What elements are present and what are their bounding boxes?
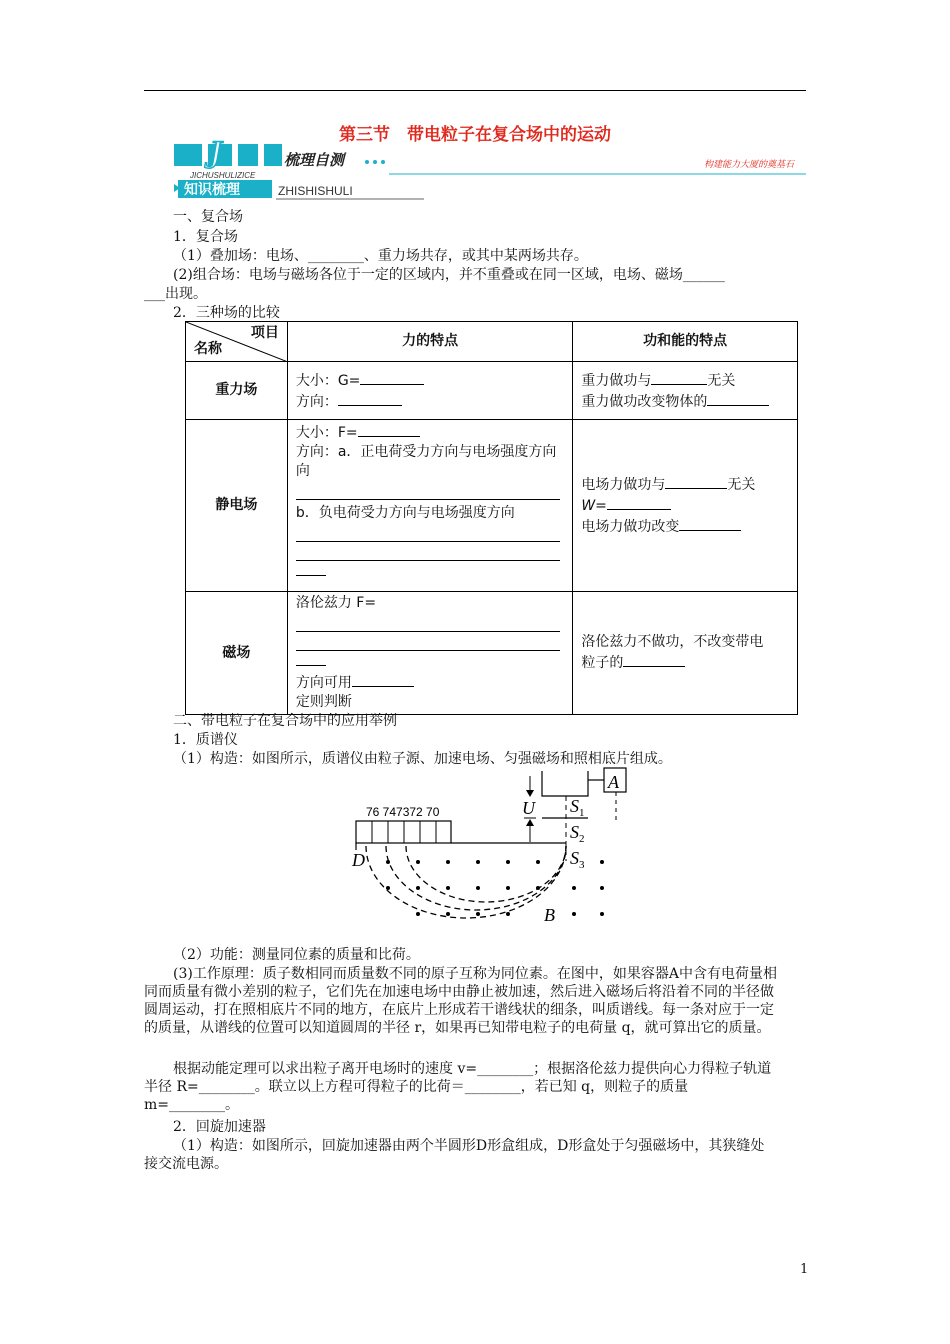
gravity-work-cell	[573, 362, 798, 420]
text-superposed-field: （1）叠加场：电场、________、重力场共存，或其中某两场共存。	[173, 248, 588, 264]
page-title: 第三节 带电粒子在复合场中的运动	[339, 125, 611, 145]
label-D: D	[352, 850, 365, 870]
header-rule	[144, 90, 806, 91]
magnetic-work-cell	[573, 592, 798, 715]
subsection-label: 知识梳理	[184, 182, 240, 198]
row-name-magnetic: 磁场	[186, 592, 288, 715]
gravity-work-label: 重力做功与	[581, 372, 652, 389]
banner-pinyin: JICHUSHULIZICE	[190, 171, 256, 180]
electric-work-formula: W=	[581, 498, 607, 514]
blank	[360, 370, 424, 385]
heading-compound-field: 一、复合场	[173, 209, 243, 225]
label-S1: $S_1$	[570, 796, 585, 819]
blank	[679, 516, 741, 531]
field-comparison-table	[185, 321, 798, 715]
table-row	[186, 420, 798, 592]
blank	[623, 652, 685, 667]
electric-work-unrelated: 无关	[727, 477, 756, 493]
magnetic-field-dots	[386, 860, 604, 916]
text-combined-field-cont: ___出现。	[144, 286, 207, 302]
blank	[352, 672, 414, 687]
header-force: 力的特点	[287, 322, 573, 362]
electric-work-cell	[573, 420, 798, 592]
electric-size-label: 大小：F=	[295, 425, 358, 441]
lorentz-dir-label: 方向可用	[295, 675, 352, 691]
label-U: U	[522, 798, 535, 818]
electric-dir-positive: 方向：a．正电荷受力方向与电场强度方向	[295, 444, 557, 460]
header-name: 名称	[194, 341, 222, 357]
subsection-pinyin: ZHISHISHULI	[278, 184, 353, 198]
table-header-diagonal	[186, 322, 288, 362]
table-row	[186, 592, 798, 715]
blank-line	[296, 481, 561, 500]
gravity-work-change: 重力做功改变物体的	[581, 393, 708, 410]
gravity-size-label: 大小：G=	[295, 372, 361, 389]
blank	[651, 370, 707, 385]
blank-line	[296, 523, 561, 542]
row-name-electric: 静电场	[186, 420, 288, 592]
gravity-work-unrelated: 无关	[707, 372, 736, 389]
banner-big-letter: J	[204, 140, 222, 177]
blank-line	[296, 632, 561, 651]
banner-section: 梳理自测	[284, 151, 345, 169]
magnetic-force-cell	[287, 592, 573, 715]
blank	[665, 474, 727, 489]
text-construction: （1）构造：如图所示，质谱仪由粒子源、加速电场、匀强磁场和照相底片组成。	[173, 751, 672, 767]
blank-line	[296, 542, 561, 561]
figure-scale-labels: 76 747372 70	[366, 805, 440, 819]
text-function: （2）功能：测量同位素的质量和比荷。	[173, 947, 420, 963]
text-working-principle: (3)工作原理：质子数相同而质量数不同的原子互称为同位素。在图中，如果容器A中含有电荷量相同而质量有微小差别的粒子，它们先在加速电场中由静止被加速，然后进入磁场后将沿着不同的半径做圆周运动，打在照相底片不同的地方，在底片上形成若干谱线状的细条，叫质谱线。每一条对应于一定的质量，从谱线的位置可以知道圆周的半径 r，如果再已知带电粒子的电荷量 q，就可算出它的质量。	[144, 966, 777, 1036]
upper-plate	[542, 771, 588, 796]
lorentz-no-work-cont: 粒子的	[581, 655, 624, 671]
table-row	[186, 362, 798, 420]
text-derivation: 根据动能定理可以求出粒子离开电场时的速度 v=________；根据洛伦兹力提供向心力得粒子轨道半径 R=________。联立以上方程可得粒子的比荷＝________，若已知 q，则粒子的质量 m=________。	[144, 1061, 772, 1113]
blank	[296, 561, 326, 576]
gravity-force-cell	[287, 362, 573, 420]
label-S2: $S_2$	[570, 822, 585, 845]
item-three-fields: 2．三种场的比较	[173, 305, 280, 321]
banner-slogan: 构建能力大厦的奠基石	[704, 160, 795, 170]
blank	[296, 651, 326, 666]
item-compound-field: 1．复合场	[173, 229, 238, 245]
blank	[707, 391, 769, 406]
item-mass-spectrometer: 1．质谱仪	[173, 732, 238, 748]
text-cyclotron-construction: （1）构造：如图所示，回旋加速器由两个半圆形D形盒组成，D形盒处于匀强磁场中，其狭缝处接交流电源。	[144, 1138, 765, 1172]
lorentz-force-label: 洛伦兹力 F=	[295, 595, 377, 611]
label-A: A	[608, 772, 619, 792]
page-number: 1	[800, 1262, 809, 1277]
banner-stripe	[174, 144, 282, 166]
electric-dir-negative: b．负电荷受力方向与电场强度方向	[295, 505, 515, 521]
row-name-gravity: 重力场	[186, 362, 288, 420]
lorentz-no-work: 洛伦兹力不做功，不改变带电	[581, 634, 764, 650]
electric-force-cell	[287, 420, 573, 592]
electric-work-label: 电场力做功与	[581, 477, 666, 493]
blank	[607, 495, 671, 510]
header-item: 项目	[250, 325, 279, 341]
label-S3: $S_3$	[570, 848, 585, 871]
lorentz-rule-label: 定则判断	[295, 694, 352, 710]
blank-line	[296, 613, 561, 632]
gravity-dir-label: 方向：	[295, 393, 338, 410]
mass-spectrometer-figure	[348, 766, 638, 926]
section-banner	[144, 140, 806, 202]
item-cyclotron: 2．回旋加速器	[173, 1119, 266, 1135]
blank	[338, 391, 402, 406]
text-combined-field: (2)组合场：电场与磁场各位于一定的区域内，并不重叠或在同一区域，电场、磁场______	[173, 267, 725, 283]
blank	[358, 422, 420, 437]
heading-applications: 二、带电粒子在复合场中的应用举例	[173, 713, 397, 729]
label-B: B	[544, 905, 555, 925]
header-work: 功和能的特点	[573, 322, 798, 362]
electric-dir-positive-cont: 向	[295, 463, 310, 479]
electric-work-change: 电场力做功改变	[581, 519, 680, 535]
